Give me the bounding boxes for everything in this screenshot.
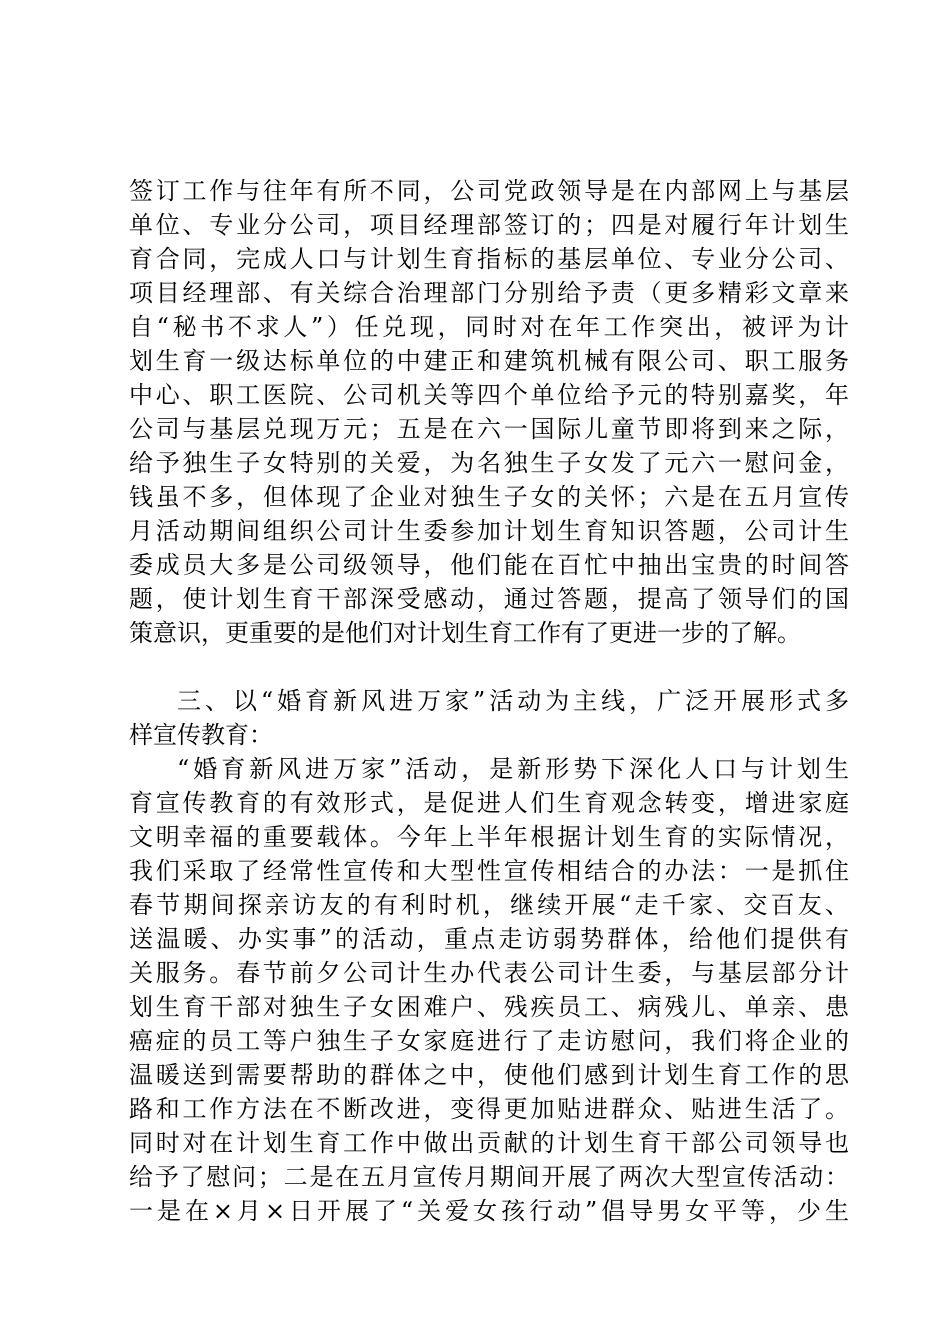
- paragraph-line: 题，使计划生育干部深受感动，通过答题，提高了领导们的国: [129, 585, 849, 613]
- paragraph-line: 中心、职工医院、公司机关等四个单位给予元的特别嘉奖，年: [129, 381, 849, 409]
- paragraph-line: 钱虽不多，但体现了企业对独生子女的关怀；六是在五月宣传: [129, 483, 849, 511]
- paragraph-line: 送温暖、办实事”的活动，重点走访弱势群体，给他们提供有: [129, 925, 849, 953]
- paragraph-line: 育合同，完成人口与计划生育指标的基层单位、专业分公司、: [129, 245, 849, 273]
- paragraph-line: 项目经理部、有关综合治理部门分别给予责（更多精彩文章来: [129, 279, 849, 307]
- paragraph-line: 月活动期间组织公司计生委参加计划生育知识答题，公司计生: [129, 517, 849, 545]
- paragraph-line: 路和工作方法在不断改进，变得更加贴进群众、贴进生活了。: [129, 1095, 849, 1123]
- paragraph-line: 文明幸福的重要载体。今年上半年根据计划生育的实际情况，: [129, 823, 849, 851]
- paragraph-line: 公司与基层兑现万元；五是在六一国际儿童节即将到来之际，: [129, 415, 849, 443]
- paragraph-line: 癌症的员工等户独生子女家庭进行了走访慰问，我们将企业的: [129, 1027, 849, 1055]
- paragraph-line: 划生育干部对独生子女困难户、残疾员工、病残儿、单亲、患: [129, 993, 849, 1021]
- paragraph-line: 关服务。春节前夕公司计生办代表公司计生委，与基层部分计: [129, 959, 849, 987]
- paragraph-line: 一是在×月×日开展了“关爱女孩行动”倡导男女平等，少生: [129, 1197, 849, 1225]
- paragraph-line: 春节期间探亲访友的有利时机，继续开展“走千家、交百友、: [129, 891, 849, 919]
- paragraph-line: 自“秘书不求人”）任兑现，同时对在年工作突出，被评为计: [129, 313, 849, 341]
- paragraph-line: 签订工作与往年有所不同，公司党政领导是在内部网上与基层: [129, 177, 849, 205]
- paragraph-line: 单位、专业分公司，项目经理部签订的；四是对履行年计划生: [129, 211, 849, 239]
- paragraph-line: 策意识，更重要的是他们对计划生育工作有了更进一步的了解。: [129, 619, 801, 647]
- paragraph-line: 同时对在计划生育工作中做出贡献的计划生育干部公司领导也: [129, 1129, 849, 1157]
- paragraph-line: “婚育新风进万家”活动，是新形势下深化人口与计划生: [177, 755, 849, 783]
- paragraph-line: 给予独生子女特别的关爱，为名独生子女发了元六一慰问金，: [129, 449, 849, 477]
- paragraph-line: 给予了慰问；二是在五月宣传月期间开展了两次大型宣传活动：: [129, 1163, 849, 1191]
- paragraph-line: 育宣传教育的有效形式，是促进人们生育观念转变，增进家庭: [129, 789, 849, 817]
- section-heading-line: 样宣传教育：: [129, 721, 273, 749]
- paragraph-line: 划生育一级达标单位的中建正和建筑机械有限公司、职工服务: [129, 347, 849, 375]
- paragraph-line: 温暖送到需要帮助的群体之中，使他们感到计划生育工作的思: [129, 1061, 849, 1089]
- paragraph-line: 委成员大多是公司级领导，他们能在百忙中抽出宝贵的时间答: [129, 551, 849, 579]
- section-heading-line: 三、以“婚育新风进万家”活动为主线，广泛开展形式多: [177, 687, 849, 715]
- paragraph-line: 我们采取了经常性宣传和大型性宣传相结合的办法：一是抓住: [129, 857, 849, 885]
